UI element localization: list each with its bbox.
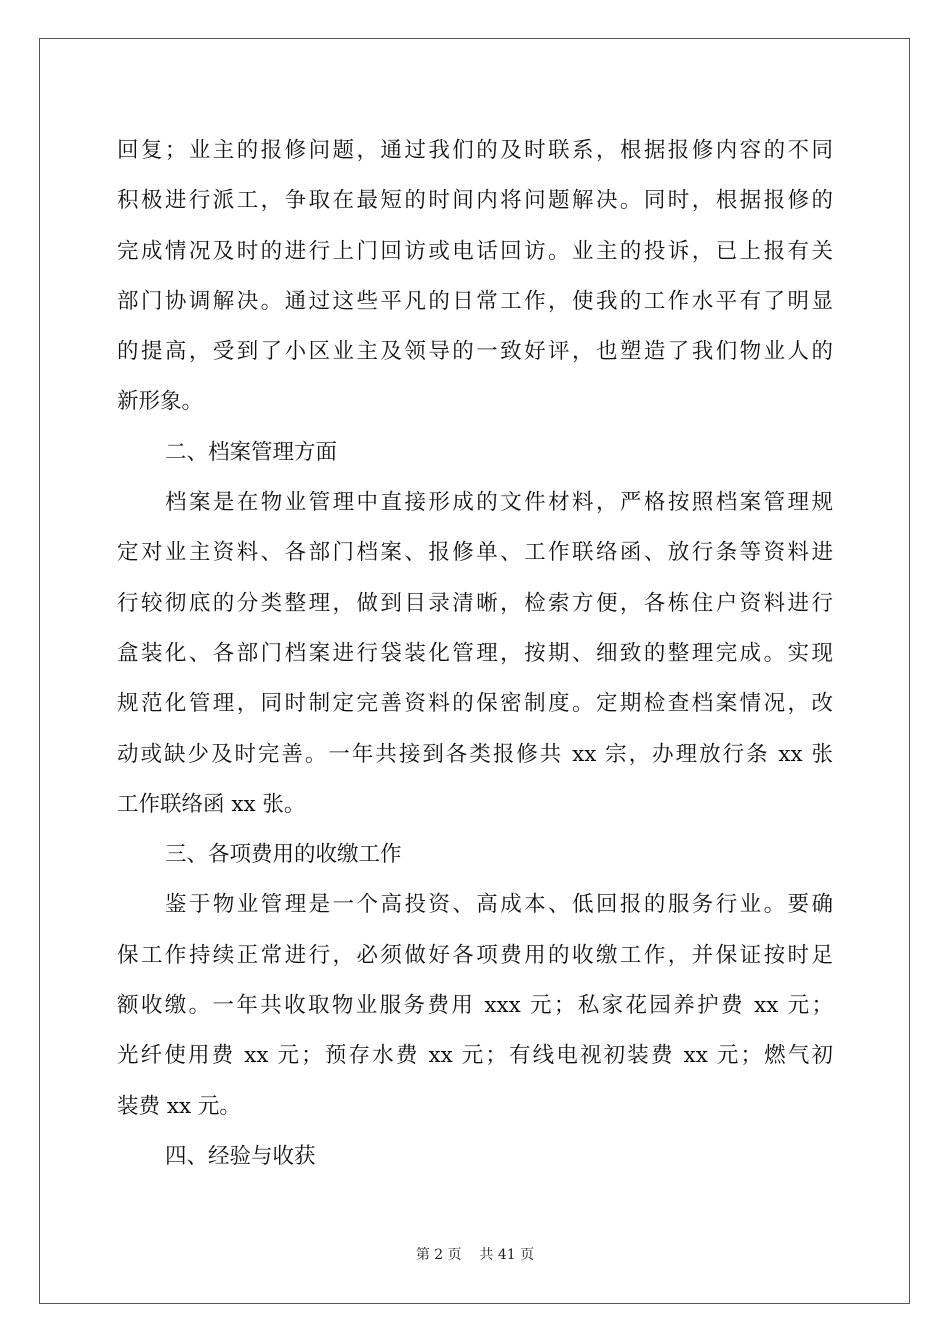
paragraph-line: 盒装化、各部门档案进行袋装化管理，按期、细致的整理完成。实现 (117, 640, 833, 666)
paragraph-line: 保工作持续正常进行，必须做好各项费用的收缴工作，并保证按时足 (117, 942, 833, 968)
paragraph-line: 档案是在物业管理中直接形成的文件材料，严格按照档案管理规 (165, 490, 833, 516)
section-heading: 二、档案管理方面 (165, 439, 338, 465)
paragraph-line: 动或缺少及时完善。一年共接到各类报修共 xx 宗，办理放行条 xx 张 (117, 741, 833, 767)
page-number-label: 第 2 页 共 41 页 (415, 1247, 535, 1263)
page-footer (0, 1245, 950, 1265)
paragraph-line: 部门协调解决。通过这些平凡的日常工作，使我的工作水平有了明显 (117, 288, 833, 314)
paragraph-line: 定对业主资料、各部门档案、报修单、工作联络函、放行条等资料进 (117, 540, 833, 566)
paragraph-line: 鉴于物业管理是一个高投资、高成本、低回报的服务行业。要确 (165, 892, 833, 918)
paragraph-line: 额收缴。一年共收取物业服务费用 xxx 元；私家花园养护费 xx 元； (117, 993, 833, 1019)
paragraph-line: 装费 xx 元。 (117, 1093, 241, 1119)
paragraph-line: 规范化管理，同时制定完善资料的保密制度。定期检查档案情况，改 (117, 691, 833, 717)
document-body (117, 126, 833, 1182)
paragraph-line: 的提高，受到了小区业主及领导的一致好评，也塑造了我们物业人的 (117, 339, 833, 365)
paragraph-line: 行较彻底的分类整理，做到目录清晰，检索方便，各栋住户资料进行 (117, 590, 833, 616)
paragraph-line: 积极进行派工，争取在最短的时间内将问题解决。同时，根据报修的 (117, 188, 833, 214)
paragraph-line: 新形象。 (117, 389, 204, 415)
paragraph-line: 光纤使用费 xx 元；预存水费 xx 元；有线电视初装费 xx 元；燃气初 (117, 1043, 833, 1069)
paragraph-line: 完成情况及时的进行上门回访或电话回访。业主的投诉，已上报有关 (117, 238, 833, 264)
section-heading: 三、各项费用的收缴工作 (165, 842, 402, 868)
section-heading: 四、经验与收获 (165, 1143, 316, 1169)
paragraph-line: 工作联络函 xx 张。 (117, 791, 306, 817)
paragraph-line: 回复；业主的报修问题，通过我们的及时联系，根据报修内容的不同 (117, 138, 833, 163)
